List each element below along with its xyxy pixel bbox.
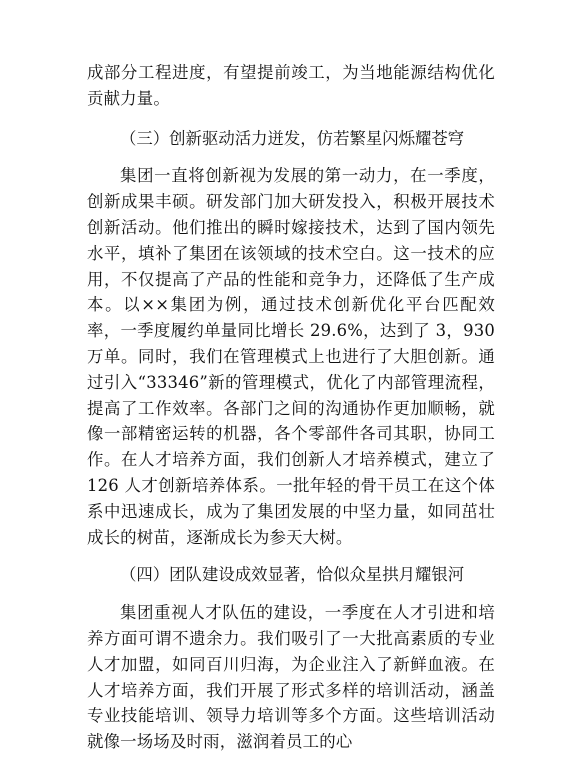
section-heading-3: （三）创新驱动活力迸发，仿若繁星闪烁耀苍穹 [120, 128, 465, 148]
paragraph-innovation: 集团一直将创新视为发展的第一动力，在一季度，创新成果丰硕。研发部门加大研发投入，积极开展技术创新活动。他们推出的瞬时嫁接技术，达到了国内领先水平，填补了集团在该领域的技术空白。这一技术的应用，不仅提高了产品的性能和竞争力，还降低了生产成本。以××集团为例，通过技术创新优化平台匹配效率，一季度履约单量同比增长 29.6%，达到了 3，930 万单。同时，我们在管理模式上也进行了大胆创新。通过引入“33346”新的管理模式，优化了内部管理流程，提高了工作效率。各部门之间的沟通协作更加顺畅，就像一部精密运转的机器，各个零部件各司其职，协同工作。在人才培养方面，我们创新人才培养模式，建立了 126 人才创新培养体系。一批年轻的骨干员工在这个体系中迅速成长，成为了集团发展的中坚力量，如同茁壮成长的树苗，逐渐成长为参天大树。 [87, 166, 495, 547]
paragraph-team-building: 集团重视人才队伍的建设，一季度在人才引进和培养方面可谓不遗余力。我们吸引了一大批高素质的专业人才加盟，如同百川归海，为企业注入了新鲜血液。在人才培养方面，我们开展了形式多样的培训活动，涵盖专业技能培训、领导力培训等多个方面。这些培训活动就像一场场及时雨，滋润着员工的心 [87, 603, 495, 752]
paragraph-continuation: 成部分工程进度，有望提前竣工，为当地能源结构优化贡献力量。 [87, 63, 495, 108]
section-heading-4: （四）团队建设成效显著，恰似众星拱月耀银河 [120, 565, 465, 585]
document-page [87, 60, 495, 755]
